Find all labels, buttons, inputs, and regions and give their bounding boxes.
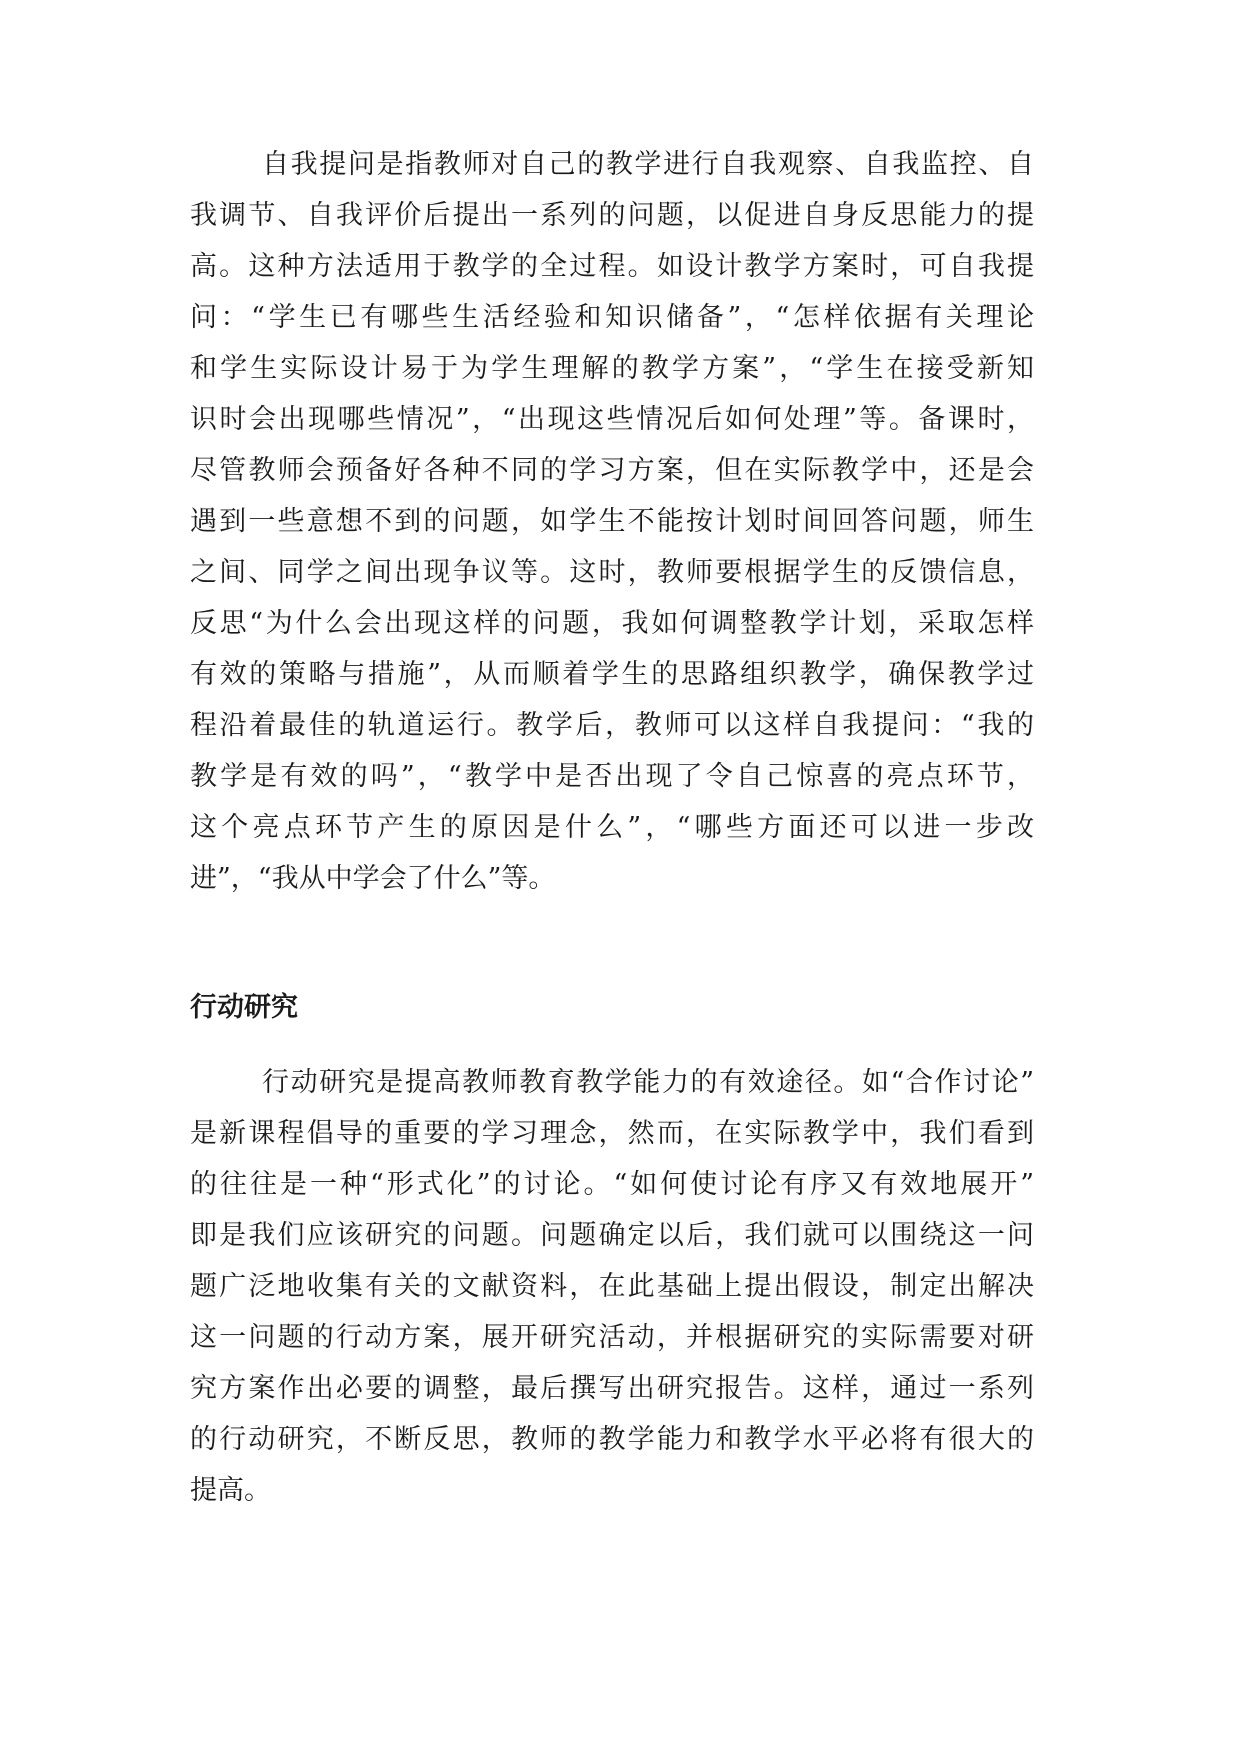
- paragraph-line: 识时会出现哪些情况”，“出现这些情况后如何处理”等。备课时，: [190, 404, 1034, 435]
- paragraph-line: 有效的策略与措施”，从而顺着学生的思路组织教学，确保教学过: [190, 659, 1034, 690]
- paragraph-line: 问：“学生已有哪些生活经验和知识储备”，“怎样依据有关理论: [190, 302, 1034, 333]
- paragraph-line: 的行动研究，不断反思，教师的教学能力和教学水平必将有很大的: [190, 1424, 1034, 1455]
- paragraph-line: 行动研究是提高教师教育教学能力的有效途径。如“合作讨论”: [262, 1067, 1034, 1098]
- paragraph-line: 究方案作出必要的调整，最后撰写出研究报告。这样，通过一系列: [190, 1373, 1034, 1404]
- section-heading: 行动研究: [190, 992, 298, 1023]
- paragraph-line: 之间、同学之间出现争议等。这时，教师要根据学生的反馈信息，: [190, 557, 1034, 588]
- paragraph-line: 是新课程倡导的重要的学习理念，然而，在实际教学中，我们看到: [190, 1118, 1034, 1149]
- paragraph-line: 反思“为什么会出现这样的问题，我如何调整教学计划，采取怎样: [190, 608, 1034, 639]
- paragraph-line: 这个亮点环节产生的原因是什么”，“哪些方面还可以进一步改: [190, 812, 1034, 843]
- paragraph-line: 高。这种方法适用于教学的全过程。如设计教学方案时，可自我提: [190, 251, 1034, 282]
- paragraph-line: 进”，“我从中学会了什么”等。: [190, 863, 556, 894]
- paragraph-line: 尽管教师会预备好各种不同的学习方案，但在实际教学中，还是会: [190, 455, 1034, 486]
- paragraph-line: 的往往是一种“形式化”的讨论。“如何使讨论有序又有效地展开”: [190, 1169, 1034, 1200]
- paragraph-line: 教学是有效的吗”，“教学中是否出现了令自己惊喜的亮点环节，: [190, 761, 1034, 792]
- paragraph-line: 提高。: [190, 1475, 271, 1506]
- paragraph-line: 和学生实际设计易于为学生理解的教学方案”，“学生在接受新知: [190, 353, 1034, 384]
- paragraph-line: 即是我们应该研究的问题。问题确定以后，我们就可以围绕这一问: [190, 1220, 1034, 1251]
- paragraph-line: 程沿着最佳的轨道运行。教学后，教师可以这样自我提问：“我的: [190, 710, 1034, 741]
- paragraph-line: 自我提问是指教师对自己的教学进行自我观察、自我监控、自: [262, 149, 1034, 180]
- paragraph-line: 我调节、自我评价后提出一系列的问题，以促进自身反思能力的提: [190, 200, 1034, 231]
- paragraph-line: 这一问题的行动方案，展开研究活动，并根据研究的实际需要对研: [190, 1322, 1034, 1353]
- paragraph-line: 遇到一些意想不到的问题，如学生不能按计划时间回答问题，师生: [190, 506, 1034, 537]
- paragraph-line: 题广泛地收集有关的文献资料，在此基础上提出假设，制定出解决: [190, 1271, 1034, 1302]
